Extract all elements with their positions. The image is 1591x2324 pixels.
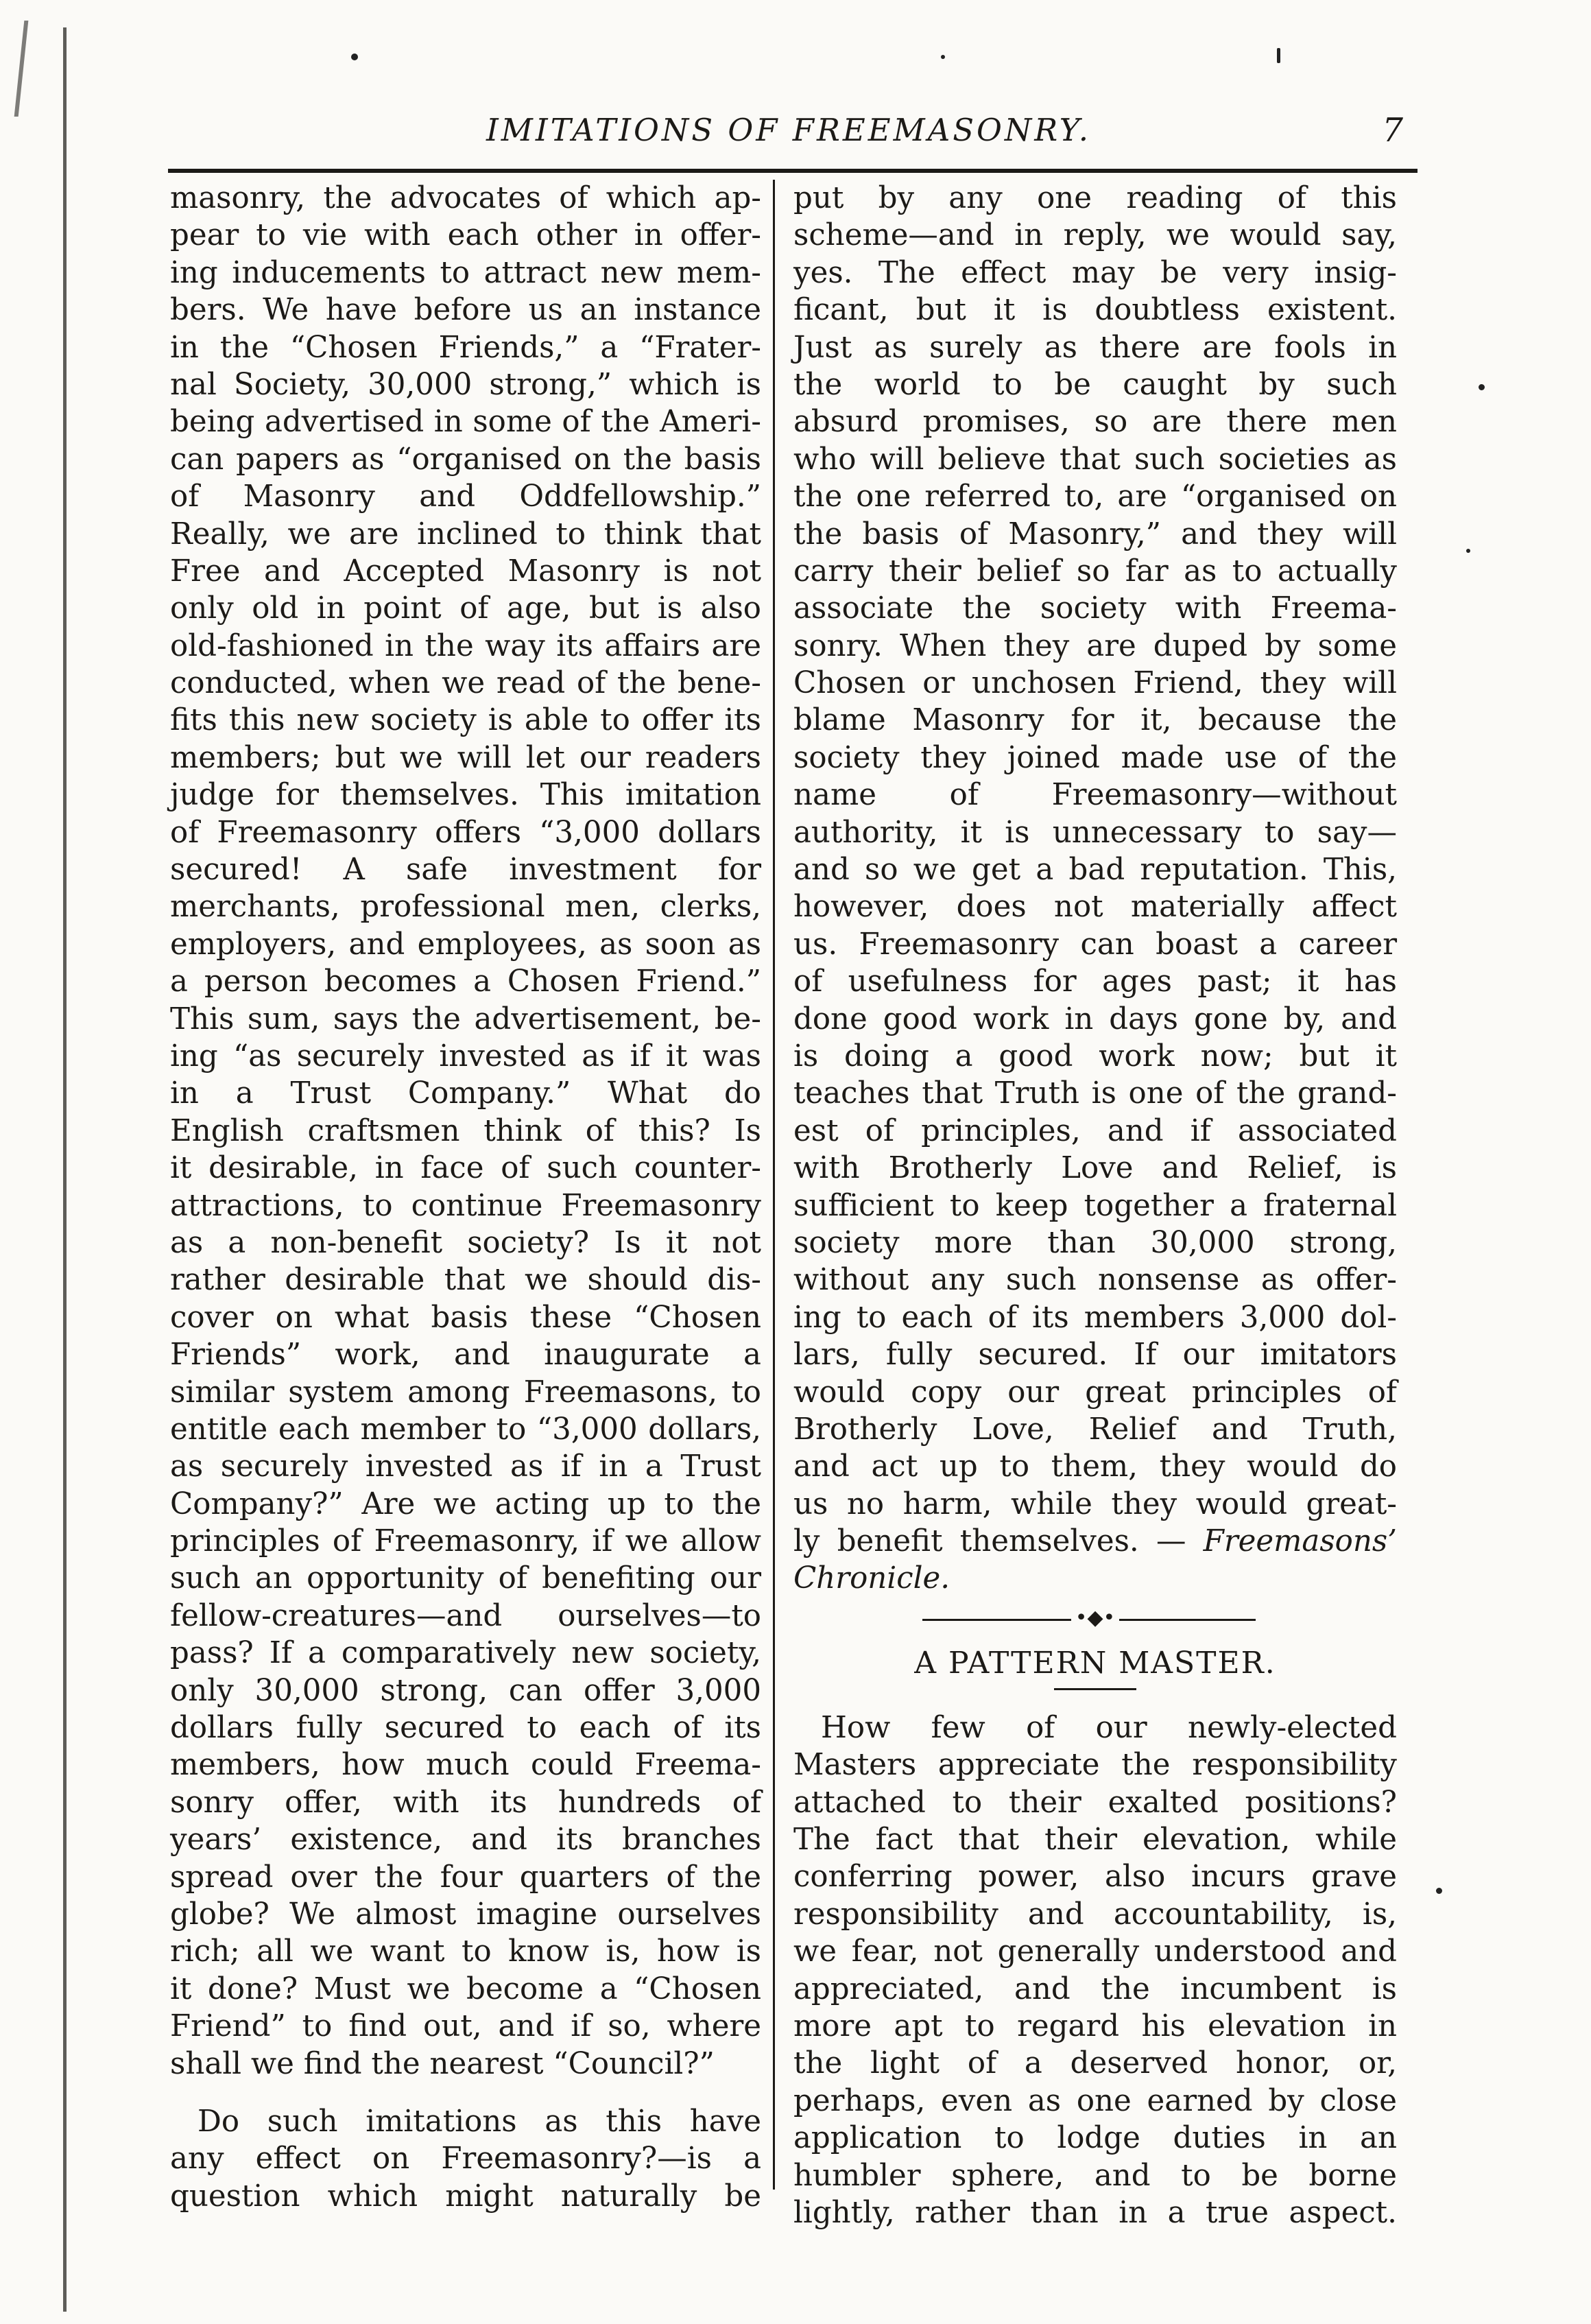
text-line: of Masonry and Oddfellowship.” bbox=[170, 479, 761, 514]
text-line: similar system among Freemasons, to bbox=[170, 1375, 761, 1410]
text-line: blame Masonry for it, because the bbox=[793, 703, 1397, 738]
text-line: more apt to regard his elevation in bbox=[793, 2008, 1397, 2043]
text-line: Friend” to find out, and if so, where bbox=[170, 2009, 761, 2044]
separator-ornament-glyph: •◆• bbox=[1071, 1606, 1119, 1630]
text-line: principles of Freemasonry, if we allow bbox=[170, 1524, 761, 1559]
text-line: associate the society with Freema- bbox=[793, 591, 1397, 626]
text-line: bers. We have before us an instance bbox=[170, 293, 761, 328]
text-line: appreciated, and the incumbent is bbox=[793, 1971, 1397, 2006]
left-paragraph-1 bbox=[170, 180, 761, 2083]
text-line: put by any one reading of this bbox=[793, 181, 1397, 215]
text-line: cover on what basis these “Chosen bbox=[170, 1300, 761, 1335]
left-paragraph-2 bbox=[170, 2103, 761, 2215]
text-line: Chosen or unchosen Friend, they will bbox=[793, 666, 1397, 701]
text-line: shall we find the nearest “Council?” bbox=[170, 2046, 715, 2081]
text-line: absurd promises, so are there men bbox=[793, 405, 1397, 440]
text-line: fits this new society is able to offer its bbox=[170, 703, 761, 738]
text-line: Brotherly Love, Relief and Truth, bbox=[793, 1412, 1397, 1447]
heading-rule bbox=[1054, 1688, 1136, 1690]
text-line: it done? Must we become a “Chosen bbox=[170, 1971, 761, 2006]
text-line: teaches that Truth is one of the grand- bbox=[793, 1076, 1397, 1111]
text-line: Do such imitations as this have bbox=[198, 2104, 761, 2139]
text-line: in a Trust Company.” What do bbox=[170, 1076, 761, 1111]
text-line: only old in point of age, but is also bbox=[170, 591, 761, 626]
text-line: perhaps, even as one earned by close bbox=[793, 2083, 1397, 2118]
right-paragraph-2 bbox=[793, 1709, 1397, 2231]
text-line: is doing a good work now; but it bbox=[793, 1039, 1397, 1074]
text-line: as a non-benefit society? Is it not bbox=[170, 1225, 761, 1260]
text-line: globe? We almost imagine ourselves bbox=[170, 1897, 761, 1932]
text-line: old-fashioned in the way its affairs are bbox=[170, 628, 761, 663]
running-head bbox=[171, 110, 1406, 165]
page-number: 7 bbox=[1382, 111, 1403, 150]
text-line: us. Freemasonry can boast a career bbox=[793, 927, 1397, 962]
text-line: and so we get a bad reputation. This, bbox=[793, 853, 1397, 888]
text-line: years’ existence, and its branches bbox=[170, 1823, 761, 1858]
text-line: done good work in days gone by, and bbox=[793, 1001, 1397, 1036]
text-line: the one referred to, are “organised on bbox=[793, 479, 1397, 514]
text-line: Free and Accepted Masonry is not bbox=[170, 554, 761, 589]
right-paragraph-1 bbox=[793, 180, 1397, 1560]
text-line: secured! A safe investment for bbox=[170, 853, 761, 888]
text-line: the light of a deserved honor, or, bbox=[793, 2046, 1397, 2081]
text-line: pear to vie with each other in offer- bbox=[170, 218, 761, 253]
text-line: rather desirable that we should dis- bbox=[170, 1263, 761, 1298]
text-line: a person becomes a Chosen Friend.” bbox=[170, 964, 761, 999]
text-line: attached to their exalted positions? bbox=[793, 1785, 1397, 1820]
text-line: society more than 30,000 strong, bbox=[793, 1225, 1397, 1260]
text-line: of Freemasonry offers “3,000 dollars bbox=[170, 815, 761, 850]
text-line: sufficient to keep together a fraternal bbox=[793, 1188, 1397, 1223]
text-line: employers, and employees, as soon as bbox=[170, 927, 761, 962]
text-line: The fact that their elevation, while bbox=[793, 1823, 1397, 1858]
text-line: sonry. When they are duped by some bbox=[793, 628, 1397, 663]
text-line: lars, fully secured. If our imitators bbox=[793, 1338, 1397, 1373]
text-line: conferring power, also incurs grave bbox=[793, 1860, 1397, 1895]
text-line: us no harm, while they would great- bbox=[793, 1486, 1397, 1521]
text-line: Really, we are inclined to think that bbox=[170, 517, 761, 552]
text-line: and act up to them, they would do bbox=[793, 1449, 1397, 1484]
text-line: we fear, not generally understood and bbox=[793, 1934, 1397, 1969]
text-line: who will believe that such societies as bbox=[793, 442, 1397, 477]
paragraph-gap bbox=[170, 2083, 761, 2103]
text-line: name of Freemasonry—without bbox=[793, 778, 1397, 813]
source-chronicle: Chronicle. bbox=[793, 1561, 950, 1596]
text-line: society they joined made use of the bbox=[793, 740, 1397, 775]
scan-speck bbox=[1466, 549, 1470, 553]
text-line: ing inducements to attract new mem- bbox=[170, 255, 761, 290]
text-line: est of principles, and if associated bbox=[793, 1113, 1397, 1148]
text-line: the world to be caught by such bbox=[793, 367, 1397, 402]
scan-speck bbox=[351, 54, 358, 60]
text-line: masonry, the advocates of which ap- bbox=[170, 181, 761, 215]
text-line: humbler sphere, and to be borne bbox=[793, 2158, 1397, 2193]
text-line: can papers as “organised on the basis bbox=[170, 442, 761, 477]
scan-speck bbox=[1436, 1888, 1442, 1894]
text-line: judge for themselves. This imitation bbox=[170, 778, 761, 813]
text-line: carry their belief so far as to actually bbox=[793, 554, 1397, 589]
text-line: it desirable, in face of such counter- bbox=[170, 1151, 761, 1186]
text-line: ly benefit themselves. — Freemasons’ bbox=[793, 1524, 1398, 1559]
running-title: IMITATIONS OF FREEMASONRY. bbox=[486, 112, 1091, 148]
header-rule bbox=[168, 169, 1417, 173]
text-line: ing to each of its members 3,000 dol- bbox=[793, 1300, 1397, 1335]
article-source-line bbox=[793, 1560, 1397, 1597]
text-line: How few of our newly-elected bbox=[821, 1710, 1397, 1745]
text-line: Just as surely as there are fools in bbox=[793, 330, 1397, 365]
text-line: entitle each member to “3,000 dollars, bbox=[170, 1412, 761, 1447]
text-line: dollars fully secured to each of its bbox=[170, 1711, 761, 1746]
scan-speck bbox=[941, 55, 945, 59]
text-line: being advertised in some of the Ameri- bbox=[170, 405, 761, 440]
text-line: merchants, professional men, clerks, bbox=[170, 890, 761, 925]
text-line: This sum, says the advertisement, be- bbox=[170, 1001, 761, 1036]
section-separator bbox=[793, 1599, 1397, 1640]
text-line: of usefulness for ages past; it has bbox=[793, 964, 1397, 999]
text-line: Company?” Are we acting up to the bbox=[170, 1486, 761, 1521]
text-line: in the “Chosen Friends,” a “Frater- bbox=[170, 330, 761, 365]
source-freemasons: Freemasons’ bbox=[1186, 1524, 1398, 1559]
text-line: rich; all we want to know is, how is bbox=[170, 1934, 761, 1969]
binding-edge-line bbox=[63, 27, 67, 2312]
text-line: would copy our great principles of bbox=[793, 1375, 1397, 1410]
scan-speck bbox=[1479, 384, 1485, 390]
text-line: yes. The effect may be very insig- bbox=[793, 255, 1397, 290]
column-divider bbox=[773, 180, 775, 2190]
text-line: ing “as securely invested as if it was bbox=[170, 1039, 761, 1074]
text-line: without any such nonsense as offer- bbox=[793, 1263, 1397, 1298]
text-line: authority, it is unnecessary to say— bbox=[793, 815, 1397, 850]
text-line: conducted, when we read of the bene- bbox=[170, 666, 761, 701]
text-line: Masters appreciate the responsibility bbox=[793, 1748, 1397, 1783]
text-line: fellow-creatures—and ourselves—to bbox=[170, 1598, 761, 1633]
text-line: members; but we will let our readers bbox=[170, 740, 761, 775]
text-line: ficant, but it is doubtless existent. bbox=[793, 293, 1397, 328]
text-line: such an opportunity of benefiting our bbox=[170, 1561, 761, 1596]
text-line: however, does not materially affect bbox=[793, 890, 1397, 925]
scan-edge-mark bbox=[14, 21, 29, 117]
text-line: with Brotherly Love and Relief, is bbox=[793, 1151, 1397, 1186]
text-line: English craftsmen think of this? Is bbox=[170, 1113, 761, 1148]
text-line: sonry offer, with its hundreds of bbox=[170, 1785, 761, 1820]
text-line: attractions, to continue Freemasonry bbox=[170, 1188, 761, 1223]
text-line: any effect on Freemasonry?—is a bbox=[170, 2142, 761, 2177]
text-line: members, how much could Freema- bbox=[170, 1748, 761, 1783]
text-line: scheme—and in reply, we would say, bbox=[793, 218, 1397, 253]
left-column bbox=[170, 180, 761, 2215]
text-line: only 30,000 strong, can offer 3,000 bbox=[170, 1673, 761, 1708]
scan-speck bbox=[1277, 48, 1280, 63]
separator-ornament bbox=[793, 1604, 1397, 1632]
text-line: as securely invested as if in a Trust bbox=[170, 1449, 761, 1484]
text-line: nal Society, 30,000 strong,” which is bbox=[170, 367, 761, 402]
text-line: responsibility and accountability, is, bbox=[793, 1897, 1397, 1932]
text-line: Friends” work, and inaugurate a bbox=[170, 1338, 761, 1373]
right-column bbox=[793, 180, 1397, 2231]
section-heading: A PATTERN MASTER. bbox=[914, 1645, 1276, 1681]
text-line: application to lodge duties in an bbox=[793, 2121, 1397, 2156]
text-line: pass? If a comparatively new society, bbox=[170, 1636, 761, 1671]
text-line: spread over the four quarters of the bbox=[170, 1860, 761, 1895]
text-line: lightly, rather than in a true aspect. bbox=[793, 2195, 1397, 2230]
text-line: the basis of Masonry,” and they will bbox=[793, 517, 1397, 552]
text-line: question which might naturally be bbox=[170, 2179, 761, 2214]
